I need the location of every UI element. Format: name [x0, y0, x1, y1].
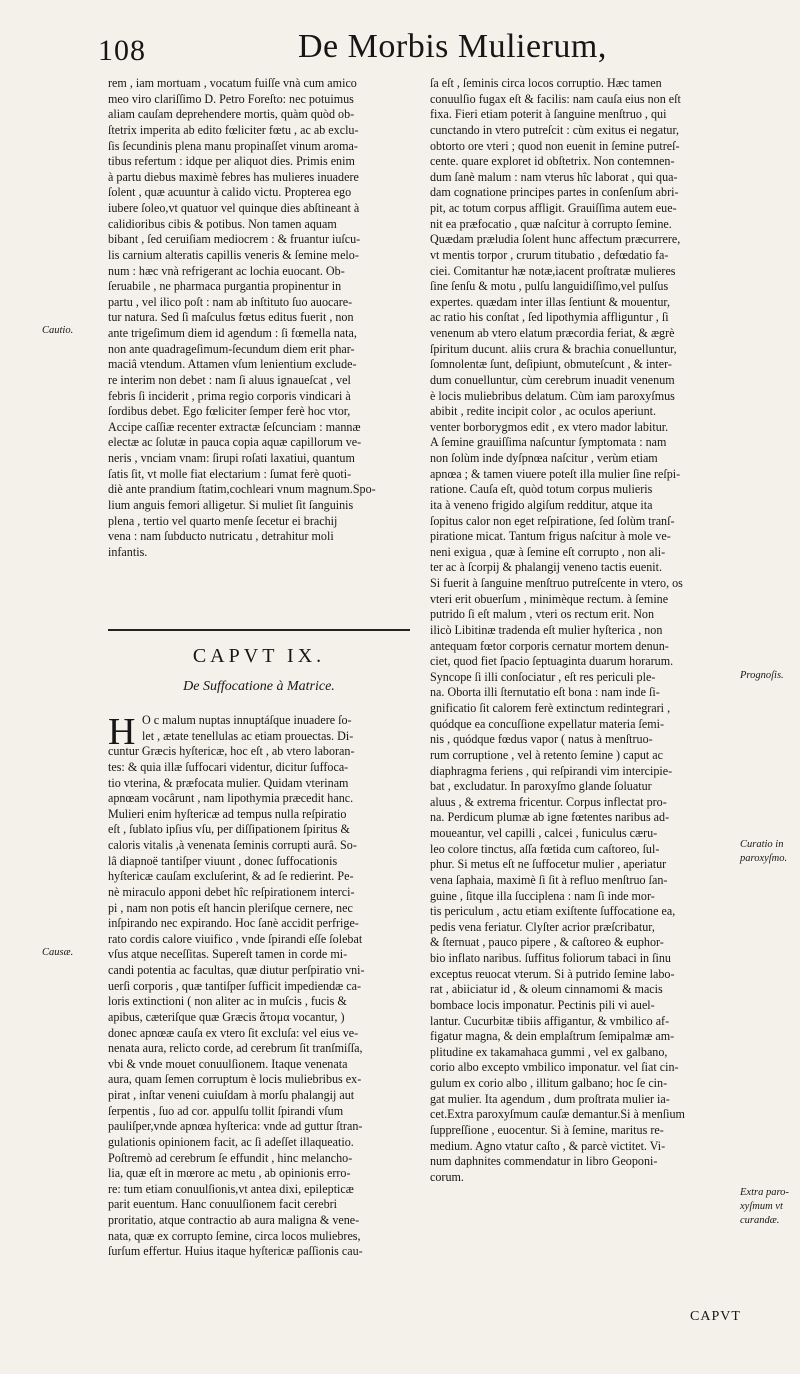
text-line: ilicò Libitinæ tradenda eſt mulier hyſterica , non	[430, 622, 663, 637]
text-line: na. Perdicum plumæ ab igne fœtentes naribus ad-	[430, 810, 670, 825]
text-line: diè ante prandium ſtatim,cochleari vnum magnum.Spo-	[108, 482, 376, 497]
text-line: non ſolùm inde dyſpnœa naſcitur , verùm etiam	[430, 451, 658, 465]
text-line: pirat , inſtar veneni cuiuſdam à morſu phalangij aut	[108, 1088, 355, 1102]
text-line: expertes. quædam inter illas ſentiunt & mouentur,	[430, 294, 670, 309]
running-head: De Morbis Mulierum,	[298, 28, 607, 65]
text-line: iubere ſoleo,vt quatuor vel quinque dies abſtineant à	[108, 201, 360, 215]
text-line: piratione micat. Tantum frigus naſcitur à mole ve-	[430, 529, 671, 544]
text-line: plena , tertio vel quarto menſe ſecetur ei brachij	[108, 513, 338, 528]
text-line: venenum ab vtero elatum præcordia feriat, & ægrè	[430, 326, 675, 340]
text-line: donec apnœæ cauſa ex vtero ſit excluſa: vel eius ve-	[108, 1025, 359, 1040]
text-line: cet.Extra paroxyſmum cauſæ demantur.Si à menſium	[430, 1107, 685, 1122]
text-line: & ſternuat , pauco pipere , & caſtoreo & euphor-	[430, 935, 664, 950]
text-line: quódque ea concuſſione expellatur materia ſemi-	[430, 716, 665, 731]
left-column-top-text	[108, 76, 416, 560]
text-line: exceptus reuocat vterum. Si à putrido ſemine labo-	[430, 966, 675, 981]
chapter-divider-rule	[108, 629, 410, 631]
chapter-heading: CAPVT IX.	[192, 645, 326, 667]
text-line: electæ ac ſolutæ in pauca copia aquæ capillorum ve-	[108, 435, 362, 450]
text-line: na. Oborta illi ſternutatio eſt bona : nam inde ſi-	[430, 685, 660, 700]
text-line: nata, quæ ex corrupto ſemine, circa locos muliebres,	[108, 1228, 361, 1243]
text-line: corio albo excepto vmbilico imponatur. vel ſiat cin-	[430, 1060, 679, 1075]
text-line: neni exigua , quæ à ſemine eſt corrupto , non ali-	[430, 544, 666, 559]
text-line: cunctando in vtero putreſcit : cùm exitus ei negatur,	[430, 122, 680, 137]
text-line: ciet, quod fiet ſpacio ſeptuaginta duarum horarum.	[430, 654, 674, 669]
text-line: let , ætate tenellulas ac etiam prouectas. Di-	[142, 728, 354, 743]
text-line: gulum ex corio albo , illitum galbano; hoc ſe cin-	[430, 1076, 668, 1090]
text-line: lium anguis femori alligetur. Si muliet ſit ſanguinis	[108, 497, 354, 512]
text-line: è locis muliebribus delatum. Cùm iam paroxyſmus	[430, 388, 675, 403]
text-line: vteri erit obuerſum , minimèque rectum. à ſemine	[430, 591, 669, 606]
text-line: ratione. Cauſa eſt, quòd totum corpus mulieris	[430, 482, 653, 497]
catchword: CAPVT	[690, 1309, 741, 1324]
text-line: phur. Si metus eſt ne ſuffocetur mulier , aperiatur	[430, 857, 667, 872]
text-line: bat , excludatur. In paroxyſmo glande ſoluatur	[430, 779, 652, 794]
text-line: partu , vel ilico poſt : nam ab inſtituto ſuo auocare-	[108, 294, 353, 309]
text-line: num daphnites commendatur in libro Geoponi-	[430, 1154, 658, 1169]
text-line: ter ac à ſcorpij & phalangij veneno tactis euenit.	[430, 560, 663, 575]
text-line: ac ratio his conſtat , ſed lipothymia affliguntur , ſi	[430, 310, 669, 325]
text-line: ſolent , quæ acuuntur à calido victu. Propterea ego	[108, 185, 352, 200]
margin-note-prognosis: Prognoſis.	[740, 670, 784, 681]
text-line: ſordibus debet. Ego fœliciter ſemper ferè hoc vtor,	[108, 404, 351, 419]
text-line: plitudine ex takamahaca gummi , vel ex galbano,	[430, 1044, 668, 1059]
text-line: maciâ vtendum. Attamen vſum lenientium exclude-	[108, 357, 357, 372]
text-line: rat , abiiciatur id , & oleum cinnamomi & macis	[430, 982, 663, 997]
text-line: A ſemine grauiſſima naſcuntur ſymptomata : nam	[430, 435, 667, 450]
text-line: obtorto ore vteri ; quod non euenit in ſemine putreſ-	[430, 138, 680, 153]
margin-note-extra-line-3: curandæ.	[740, 1215, 780, 1226]
text-line: lis carnium alteratis capillis veneris & ſemine melo-	[108, 247, 359, 262]
text-line: diaphragma feriens , qui reſpirandi vim intercipie-	[430, 763, 673, 778]
text-line: cuntur Græcis hyſtericæ, hoc eſt , ab vtero laboran-	[108, 744, 355, 759]
text-line: bibant , ſed ceruiſiam mediocrem : & fruantur iuſcu-	[108, 232, 361, 247]
text-line: ciei. Comitantur hæ notæ,iacent proſtratæ mulieres	[430, 263, 676, 278]
text-line: lantur. Cucurbitæ tibiis affigantur, & vmbilico af-	[430, 1013, 670, 1028]
text-line: vt mentis torpor , crurum titubatio , defœdatio fa-	[430, 247, 669, 262]
text-line: Accipe caſſiæ recenter extractæ ſeſcunciam : mannæ	[108, 419, 361, 434]
text-line: eſt , ſublato ipſius vſu, per diſſipationem ſpiritus &	[108, 822, 350, 837]
text-line: vſus atque neceſſitas. Supereſt tamen in corde mi-	[108, 947, 348, 962]
text-line: nè miraculo apponi debet hîc reſpirationem interci-	[108, 884, 355, 899]
text-line: Mulieri enim hyſtericæ ad tempus nulla reſpiratio	[108, 806, 347, 821]
text-line: apnœa ; & tamen viuere poteſt illa mulier ſine reſpi-	[430, 466, 681, 481]
text-line: pauliſper,vnde apnœa hyſterica: vnde ad guttur ſtran-	[108, 1119, 363, 1134]
text-line: ſomnolentæ ſunt, deſipiunt, obmuteſcunt , & inter-	[430, 357, 672, 372]
text-line: lia, quæ eſt in mœrore ac metu , ab opinionis erro-	[108, 1166, 351, 1181]
text-line: pedis vena feriatur. Clyſter acrior præſcribatur,	[430, 919, 655, 934]
text-line: ſis ſecundinis plena manu propinaſſet vinum aroma-	[108, 138, 358, 153]
text-line: num : hæc vnà refrigerant ac lochia euocant. Ob-	[108, 263, 345, 278]
text-line: nit ea præfocatio , quæ naſcitur à corrupto ſemine.	[430, 216, 672, 231]
text-line: pi , nam non potis eſt hancin pleriſque cernere, nec	[108, 900, 353, 915]
text-line: dum ſanè malum : nam vterus hîc laborat , qui qua-	[430, 169, 678, 184]
text-line: ſerpentis , ſuo ad cor. appulſu tollit ſpirandi vſum	[108, 1103, 344, 1118]
text-line: calidioribus cibis & potibus. Non tamen aquam	[108, 216, 337, 231]
text-line: O c malum nuptas innuptáſque inuadere ſo-	[142, 713, 352, 727]
text-line: gnificatio ſit calorem ferè extinctum redintegrari ,	[430, 701, 671, 715]
text-line: apnœam vocârunt , nam lipothymia præcedit hanc.	[108, 791, 354, 806]
text-line: leo colore tinctus, aſſa fœtida cum caſtoreo, ſul-	[430, 841, 660, 856]
text-line: rum corruptione , vel à retento ſemine ) caput ac	[430, 747, 664, 762]
text-line: à partu diebus maximè febres has mulieres inuadere	[108, 169, 359, 184]
text-line: moueantur, vel capilli , calcei , funiculus cæru-	[430, 826, 658, 840]
text-line: ſopitus calor non eget reſpiratione, ſed ſolùm tranſ-	[430, 513, 675, 528]
text-line: infantis.	[108, 544, 148, 559]
text-line: venter borborygmos edit , ex vtero mador labitur.	[430, 419, 669, 434]
text-line: nenata aura, relicto corde, ad cerebrum ſit tranſmiſſa,	[108, 1041, 363, 1056]
text-line: ſtetrix imperita ab edito fœliciter fœtu , ac ab exclu-	[108, 122, 359, 137]
page-number: 108	[98, 34, 146, 67]
text-line: re: tum etiam conuulſionis,vt antea dixi, epilepticæ	[108, 1181, 354, 1196]
text-line: ſurſum effertur. Huius itaque hyſtericæ paſſionis cau-	[108, 1244, 363, 1259]
text-line: parit euentum. Hanc conuulſionem facit cerebri	[108, 1197, 338, 1212]
text-line: rem , iam mortuam , vocatum fuiſſe vnà cum amico	[108, 76, 357, 90]
text-line: re interim non debet : nam ſi aluus ignaueſcat , vel	[108, 372, 351, 387]
text-line: fixa. Fieri etiam poterit à ſanguine menſtruo , qui	[430, 107, 667, 122]
text-line: meo viro clariſſimo D. Petro Foreſto: nec potuimus	[108, 91, 354, 106]
margin-note-curatio-line-2: paroxyſmo.	[740, 853, 788, 864]
text-line: bombace locis imponatur. Pectinis pili vi auel-	[430, 997, 655, 1012]
text-line: uerſi corporis , quæ tantiſper ſufficit impediendæ ca-	[108, 978, 362, 993]
text-line: non ante quadrageſimum-ſecundum diem erit phar-	[108, 341, 355, 356]
text-line: cente. quare exploret id obſtetrix. Non contemnen-	[430, 154, 675, 169]
text-line: ita à veneno frigido algiſum redditur, atque ita	[430, 497, 653, 512]
text-line: putrido ſi eſt malum , vteri os rectum erit. Non	[430, 607, 655, 622]
text-line: tis periculum , actu etiam exiſtente ſuffocatione ea,	[430, 904, 676, 919]
text-line: figatur magna, & dein emplaſtrum ſemipalmæ am-	[430, 1029, 675, 1044]
chapter-subtitle: De Suffocatione à Matrice.	[183, 679, 335, 694]
text-line: vena ſaphaia, maximè ſi ſit à refluo menſtruo ſan-	[430, 872, 668, 887]
text-line: bio inflato naribus. ſuffitus foliorum tabaci in ſinu	[430, 951, 671, 965]
text-line: apibus, cæteriſque quæ Græcis ἄτομα vocantur, )	[108, 1009, 345, 1024]
text-line: tes: & quia illæ ſuffocari videntur, dicitur ſuffoca-	[108, 759, 349, 774]
text-line: tur natura. Sed ſi maſculus fœtus editus fuerit , non	[108, 310, 354, 325]
text-line: Syncope ſi illi conſociatur , eſt res periculi ple-	[430, 669, 656, 684]
text-line: dum conuelluntur, cùm cerebrum inuadit venenum	[430, 372, 675, 387]
margin-note-curatio-line-1: Curatio in	[740, 839, 784, 850]
text-line: Poſtremò ad cerebrum ſe effundit , hinc melancho-	[108, 1150, 353, 1165]
text-line: corum.	[430, 1169, 464, 1184]
text-line: aliam cauſam deprehendere mortis, quàm quòd ob-	[108, 107, 355, 122]
text-line: lâ diapnoë tantiſper viuunt , donec ſuffocationis	[108, 853, 338, 868]
text-line: vena : nam ſubducto nutricatu , detrahitur moli	[108, 529, 334, 544]
margin-note-cautio: Cautio.	[42, 325, 74, 336]
text-line: conuulſio fugax eſt & facilis: nam cauſa eius non eſt	[430, 91, 681, 106]
text-line: pit, ac totum corpus affligit. Grauiſſima autem eue-	[430, 201, 677, 215]
text-line: loris extinctioni ( non aliter ac in muſcis , fucis &	[108, 994, 347, 1009]
text-line: aluus , & extrema fricentur. Corpus inflectat pro-	[430, 794, 667, 809]
text-line: dam cognatione principes partes in conſenſum abri-	[430, 185, 679, 200]
drop-cap: H	[108, 711, 136, 753]
text-line: tio vterina, & præfocata mulier. Quidam vterinam	[108, 775, 349, 790]
text-line: abibit , redite incipit color , ac oculos aperiunt.	[430, 404, 657, 419]
text-line: proritatio, atque contractio ab aura maligna & vene-	[108, 1213, 360, 1227]
right-column-text	[430, 76, 736, 1185]
text-line: ſpiritum ducunt. aliis crura & brachia conuelluntur,	[430, 341, 677, 356]
text-line: Quædam præludia ſolent hunc affectum præcurrere,	[430, 232, 681, 247]
text-line: hyſtericæ cauſam excluſerint, & ad ſe redierint. Pe-	[108, 869, 354, 884]
text-line: ſuppreſſione , euocentur. Si à ſemine, maritus re-	[430, 1122, 664, 1137]
text-line: ſa eſt , ſeminis circa locos corruptio. Hæc tamen	[430, 76, 662, 90]
text-line: vbi & vnde mouet conuulſionem. Itaque venenata	[108, 1056, 348, 1071]
text-line: Si fuerit à ſanguine menſtruo putreſcente in vtero, os	[430, 576, 683, 590]
text-line: gat mulier. Ita agendum , dum proſtrata mulier ia-	[430, 1091, 670, 1106]
text-line: nis , quódque fœdus vapor ( natus à menſtruo-	[430, 732, 653, 747]
text-line: febris ſi inciderit , prima regio corporis vindicari à	[108, 388, 351, 403]
margin-note-extra-line-2: xyſmum vt	[740, 1201, 783, 1212]
text-line: ſatis ſit, vt molle fiat electarium : ſumat ferè quoti-	[108, 466, 352, 481]
text-line: ſeruabile , ne pharmaca purgantia propinentur in	[108, 279, 342, 294]
text-line: ſine ſenſu & motu , pulſu languidiſſimo,vel pulſus	[430, 279, 669, 294]
text-line: candi potentia ac facultas, quæ diutur perſpiratio vni-	[108, 963, 365, 977]
text-line: gulationis opinionem facit, ac ſi adeſſet illaqueatio.	[108, 1134, 354, 1149]
margin-note-causae: Causæ.	[42, 947, 74, 958]
text-line: guine , ſitque illa ſucciplena : nam ſi inde mor-	[430, 888, 655, 903]
text-line: neris , vnciam vnam: ſirupi roſati laxatiui, quantum	[108, 451, 355, 465]
text-line: aura, quam ſemen corruptum è locis muliebribus ex-	[108, 1072, 362, 1087]
text-line: inſpirando nec expirando. Hoc ſanè accidit perfrige-	[108, 916, 359, 931]
text-line: rato cordis calore viuifico , vnde ſpirandi eſſe ſolebat	[108, 931, 363, 946]
margin-note-extra-line-1: Extra paro-	[740, 1187, 789, 1198]
text-line: tibus refertum : idque per aliquot dies. Primis enim	[108, 154, 355, 169]
text-line: caloris vitalis ,à venenata ſeminis corrupti aurâ. So-	[108, 838, 357, 852]
left-column-chapter-text	[108, 713, 416, 1260]
text-line: antequam fœtor corporis cernatur mortem denun-	[430, 638, 669, 653]
text-line: ante trigeſimum diem id agendum : ſi fœmella nata,	[108, 326, 357, 340]
text-line: medium. Agno vtatur caſto , & parcè victitet. Vi-	[430, 1138, 666, 1153]
